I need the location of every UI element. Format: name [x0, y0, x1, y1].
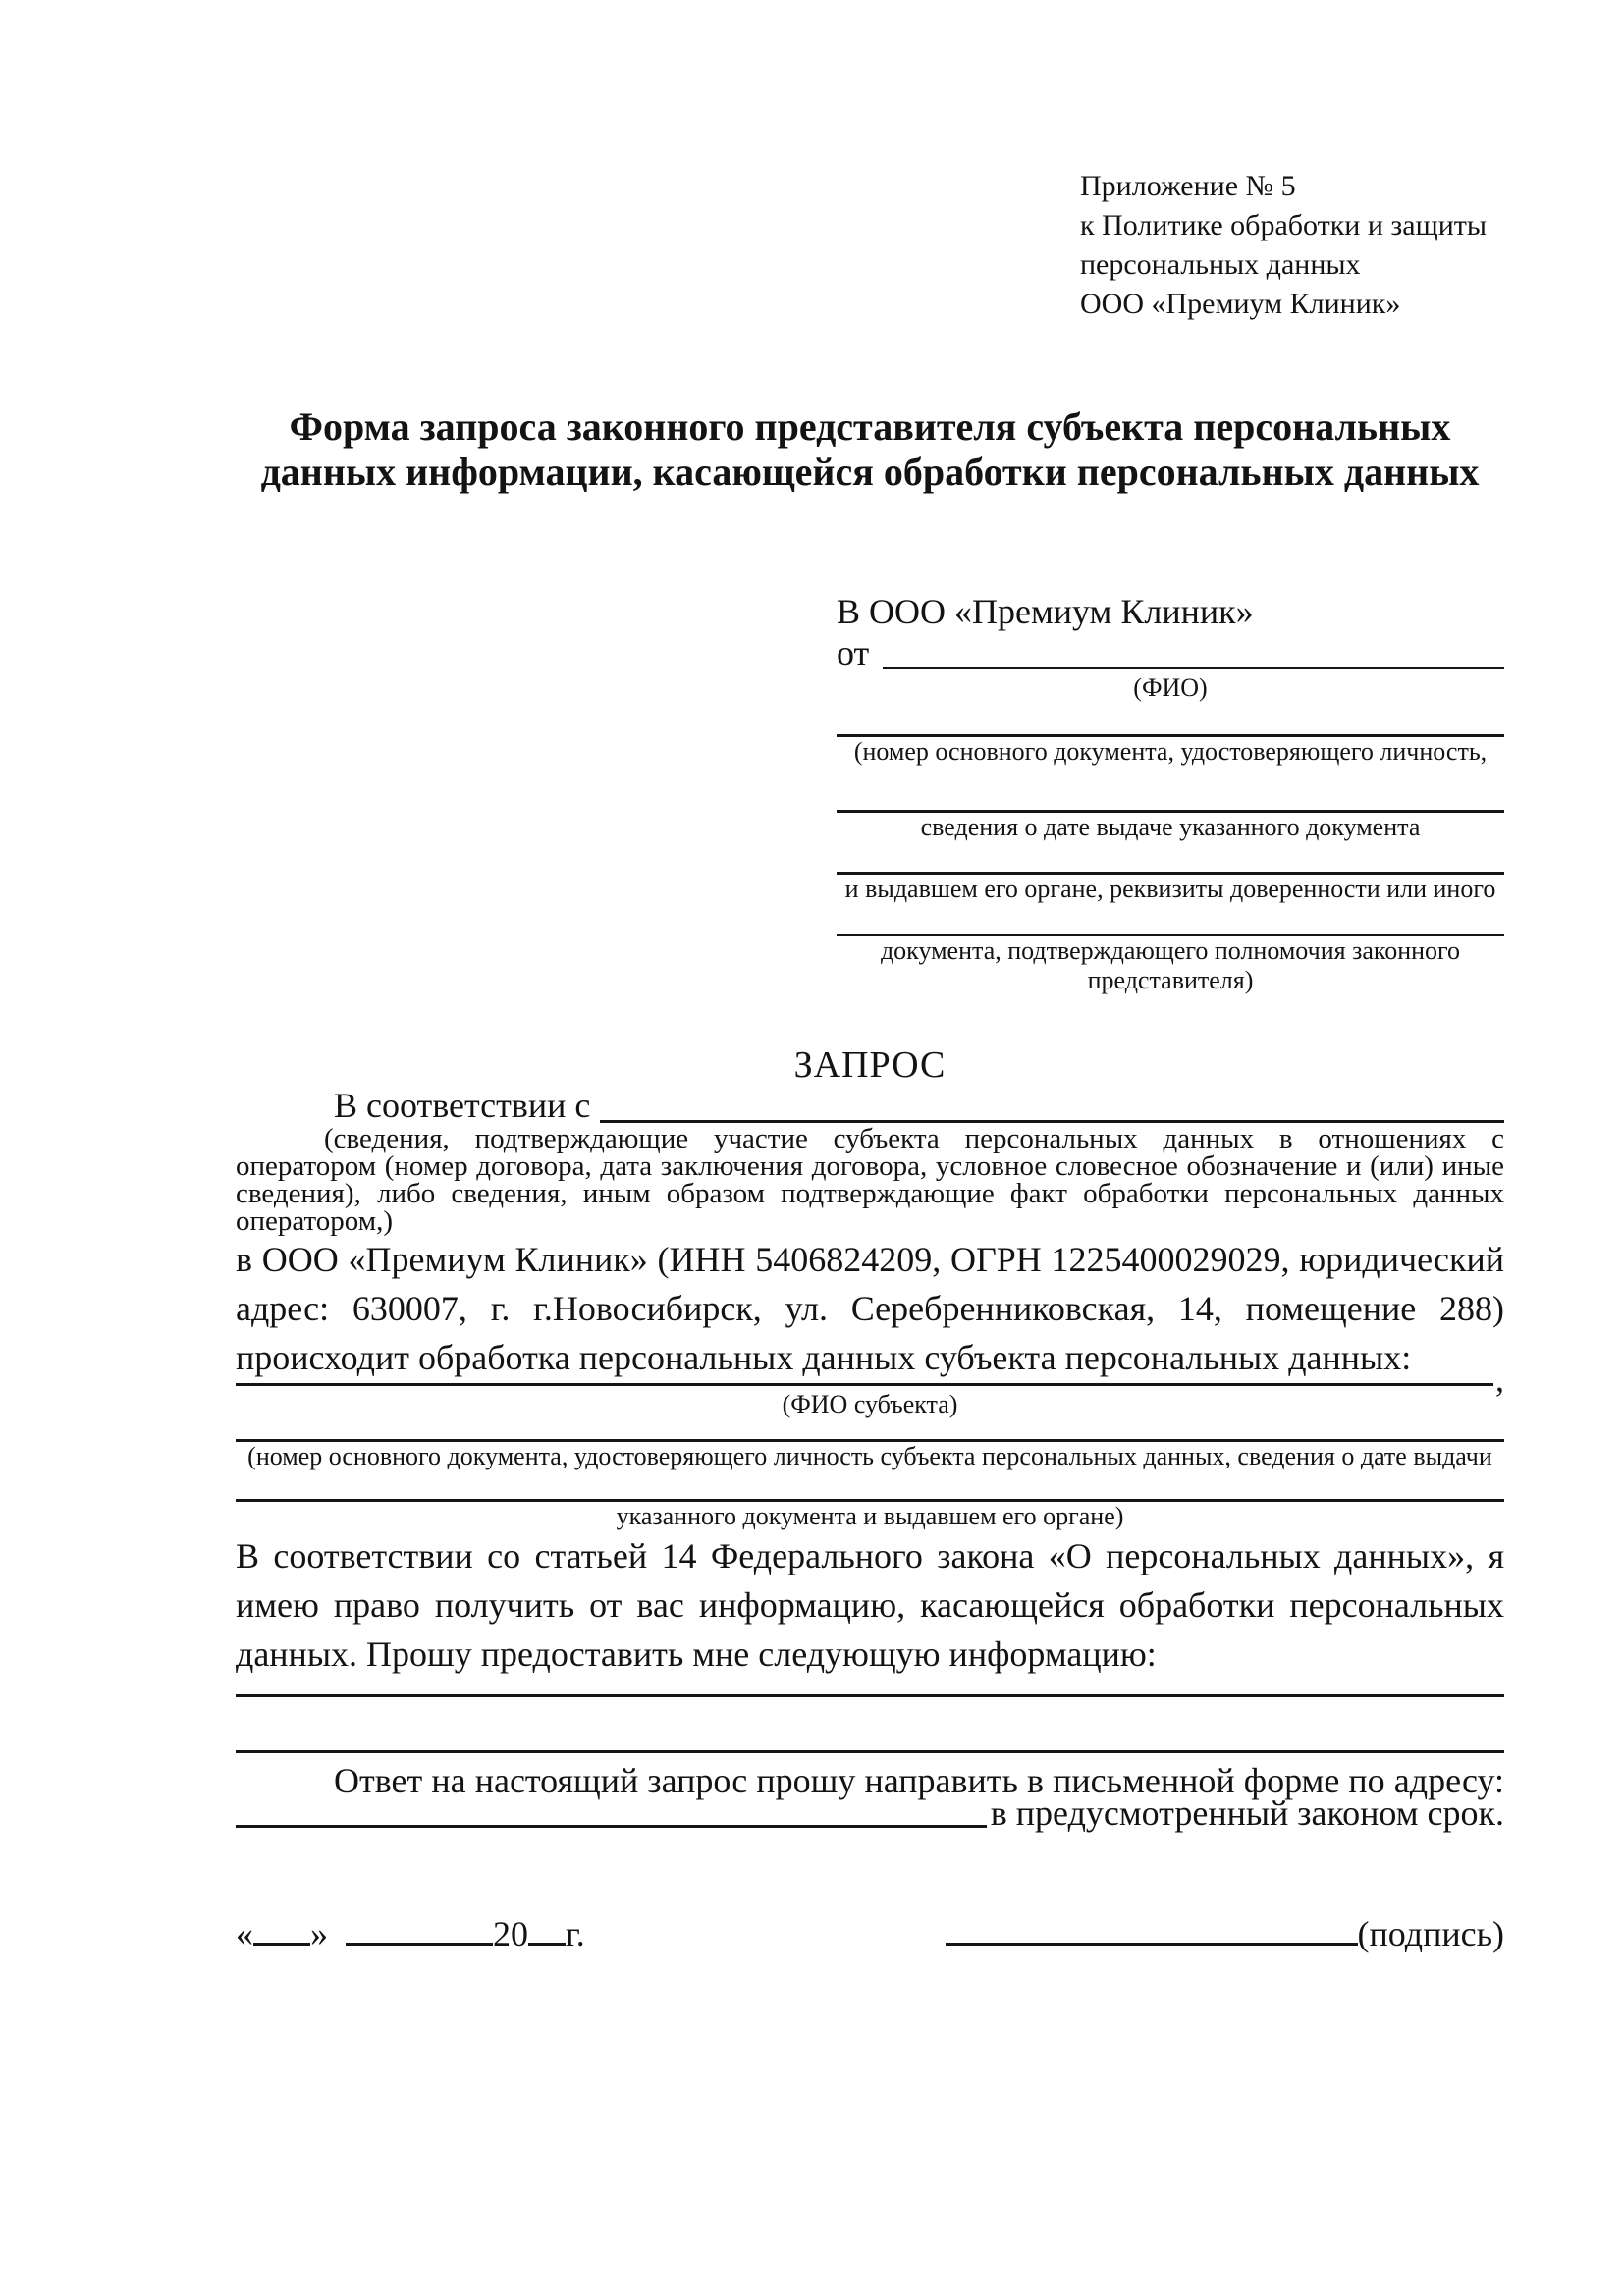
date-signature-row	[236, 1912, 1504, 1955]
signature-caption: (подпись)	[1357, 1914, 1504, 1953]
accordance-label: В соответствии с	[334, 1086, 591, 1125]
date-field	[236, 1912, 585, 1955]
caption-authority-document: документа, подтверждающего полномочия законного представителя)	[880, 936, 1461, 994]
from-blank-line	[883, 633, 1504, 669]
answer-paragraph: Ответ на настоящий запрос прошу направить в письменной форме по адресу:	[334, 1761, 1504, 1800]
appendix-company: ООО «Премиум Клиник»	[1080, 288, 1401, 320]
blank-line-document-number	[837, 703, 1504, 737]
answer-address-blank-line	[236, 1799, 987, 1828]
operator-paragraph: в ООО «Премиум Клиник» (ИНН 5406824209, ОГРН 1225400029029, юридический адрес: 630007, г. г.Новосибирск, ул. Серебренниковская, 14, помещение 288) происходит обработка персональных данных субъекта персональных данных:	[236, 1240, 1504, 1377]
caption-issuing-authority: и выдавшем его органе, реквизиты доверенности или иного	[844, 875, 1496, 903]
subject-fio-caption: (ФИО субъекта)	[782, 1390, 958, 1418]
addressee-company: В ООО «Премиум Клиник»	[837, 592, 1254, 631]
date-year-blank	[528, 1913, 566, 1946]
accordance-blank-line	[600, 1085, 1504, 1123]
date-day-blank	[253, 1913, 310, 1946]
subject-fio-comma: ,	[1495, 1360, 1504, 1399]
appendix-policy-line: к Политике обработки и защиты	[1080, 209, 1488, 241]
date-month-blank	[346, 1913, 493, 1946]
signature-blank-line	[946, 1913, 1358, 1946]
caption-issue-date: сведения о дате выдаче указанного документа	[920, 813, 1421, 841]
subject-fio-blank-line	[236, 1373, 1493, 1386]
from-label: от	[837, 633, 870, 672]
accordance-note: (сведения, подтверждающие участие субъекта персональных данных в отношениях с оператором (номер договора, дата заключения договора, условное словесное обозначение и (или) иные сведения), либо сведения, иным образом подтверждающие факт обработки персональных данных оператором,)	[236, 1123, 1504, 1237]
signature-field	[946, 1912, 1504, 1955]
subject-document-caption-2: указанного документа и выдавшем его органе)	[616, 1502, 1124, 1530]
subject-fio-row	[236, 1360, 1504, 1399]
date-open-quote: «	[236, 1914, 253, 1953]
blank-line-authority-document	[837, 904, 1504, 936]
subject-document-blank-line	[236, 1419, 1504, 1442]
subject-document-caption: (номер основного документа, удостоверяющего личность субъекта персональных данных, сведения о дате выдачи	[247, 1442, 1492, 1470]
addressee-block	[837, 591, 1504, 995]
subject-document-blank-line-2	[236, 1471, 1504, 1502]
appendix-header	[1080, 167, 1504, 324]
information-blank-line-1	[236, 1679, 1504, 1697]
from-row	[837, 633, 1504, 672]
answer-address-row	[236, 1793, 1504, 1833]
law-paragraph: В соответствии со статьей 14 Федерального закона «О персональных данных», я имею право получить от вас информацию, касающейся обработки персональных данных. Прошу предоставить мне следующую информацию:	[236, 1536, 1504, 1674]
date-close-quote: »	[310, 1914, 328, 1953]
blank-line-issuing-authority	[837, 842, 1504, 875]
answer-tail: в предусмотренный законом срок.	[990, 1793, 1504, 1833]
fio-caption: (ФИО)	[1133, 673, 1208, 702]
appendix-policy-line2: персональных данных	[1080, 248, 1361, 281]
caption-document-number: (номер основного документа, удостоверяющего личность,	[853, 737, 1488, 766]
blank-line-issue-date	[837, 767, 1504, 813]
document-title: Форма запроса законного представителя субъекта персональных данных информации, касающейся обработки персональных данных	[260, 404, 1480, 494]
date-year-suffix: г.	[566, 1914, 585, 1953]
appendix-number: Приложение № 5	[1080, 170, 1296, 202]
date-year-prefix: 20	[493, 1914, 528, 1953]
information-blank-line-2	[236, 1697, 1504, 1753]
request-heading: ЗАПРОС	[793, 1044, 947, 1086]
accordance-row	[236, 1088, 1504, 1123]
